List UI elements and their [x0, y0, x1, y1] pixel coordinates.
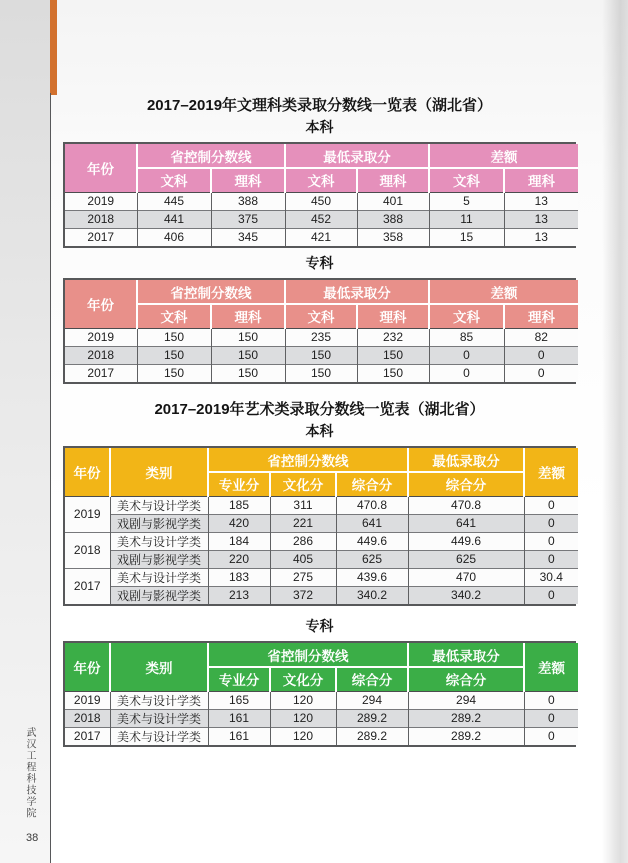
header-wenke: 文科	[429, 168, 504, 192]
score-cell: 161	[208, 709, 270, 727]
header-province-control-line: 省控制分数线	[208, 643, 408, 667]
score-cell: 289.2	[408, 727, 524, 745]
header-wenke: 文科	[137, 304, 211, 328]
score-cell: 150	[357, 346, 429, 364]
header-major-score: 专业分	[208, 667, 270, 691]
table-row	[65, 550, 578, 568]
category-cell: 美术与设计学类	[110, 691, 208, 709]
score-cell: 420	[208, 514, 270, 532]
score-cell: 220	[208, 550, 270, 568]
wenli-zhuanke-label: 专科	[305, 255, 334, 271]
table-header	[65, 280, 578, 328]
table-header	[65, 643, 578, 691]
score-cell: 0	[429, 346, 504, 364]
header-year: 年份	[65, 280, 137, 328]
header-group-row	[65, 448, 578, 472]
header-min-admission: 最低录取分	[408, 643, 524, 667]
year-cell: 2019	[65, 192, 137, 210]
header-min-admission: 最低录取分	[408, 448, 524, 472]
score-cell: 183	[208, 568, 270, 586]
score-cell: 372	[270, 586, 336, 604]
score-cell: 11	[429, 210, 504, 228]
table-art-zhuanke	[63, 641, 576, 747]
score-cell: 388	[357, 210, 429, 228]
header-year: 年份	[65, 144, 137, 192]
category-cell: 戏剧与影视学类	[110, 514, 208, 532]
table-row	[65, 586, 578, 604]
table-wenli-benke	[63, 142, 576, 248]
header-difference: 差额	[524, 643, 578, 691]
score-cell: 120	[270, 691, 336, 709]
score-cell: 375	[211, 210, 285, 228]
score-cell: 5	[429, 192, 504, 210]
score-cell: 294	[408, 691, 524, 709]
score-cell: 0	[524, 514, 578, 532]
header-province-control-line: 省控制分数线	[137, 280, 285, 304]
score-cell: 289.2	[336, 709, 408, 727]
header-wenke: 文科	[285, 168, 357, 192]
header-min-admission: 最低录取分	[285, 280, 429, 304]
score-cell: 452	[285, 210, 357, 228]
year-cell: 2017	[65, 727, 110, 745]
header-sub-row	[65, 304, 578, 328]
score-cell: 0	[429, 364, 504, 382]
header-like: 理科	[504, 168, 578, 192]
score-cell: 470.8	[408, 496, 524, 514]
header-difference: 差额	[429, 280, 578, 304]
year-cell: 2018	[65, 210, 137, 228]
year-cell: 2018	[65, 346, 137, 364]
category-cell: 戏剧与影视学类	[110, 550, 208, 568]
header-wenke: 文科	[285, 304, 357, 328]
header-min-admission: 最低录取分	[285, 144, 429, 168]
year-cell: 2017	[65, 228, 137, 246]
year-cell: 2017	[65, 364, 137, 382]
page-content	[63, 0, 576, 747]
score-cell: 0	[504, 346, 578, 364]
header-group-row	[65, 280, 578, 304]
score-cell: 232	[357, 328, 429, 346]
score-cell: 289.2	[408, 709, 524, 727]
header-group-row	[65, 144, 578, 168]
wenli-benke-label: 本科	[305, 119, 334, 135]
score-cell: 82	[504, 328, 578, 346]
score-cell: 213	[208, 586, 270, 604]
score-cell: 120	[270, 727, 336, 745]
score-cell: 275	[270, 568, 336, 586]
page-edge-shade	[602, 0, 628, 863]
table-row	[65, 210, 578, 228]
table-row	[65, 691, 578, 709]
score-cell: 439.6	[336, 568, 408, 586]
category-cell: 美术与设计学类	[110, 568, 208, 586]
header-difference: 差额	[429, 144, 578, 168]
score-cell: 150	[211, 328, 285, 346]
score-cell: 0	[524, 727, 578, 745]
score-cell: 625	[336, 550, 408, 568]
year-cell: 2017	[65, 568, 110, 604]
score-cell: 0	[504, 364, 578, 382]
header-province-control-line: 省控制分数线	[208, 448, 408, 472]
header-wenke: 文科	[137, 168, 211, 192]
score-cell: 221	[270, 514, 336, 532]
score-cell: 150	[285, 346, 357, 364]
score-cell: 0	[524, 709, 578, 727]
school-name-vertical: 武汉工程科技学院	[24, 727, 35, 819]
header-category: 类别	[110, 448, 208, 496]
table-row	[65, 346, 578, 364]
table-row	[65, 568, 578, 586]
score-cell: 358	[357, 228, 429, 246]
header-sub-row	[65, 168, 578, 192]
category-cell: 美术与设计学类	[110, 496, 208, 514]
score-cell: 184	[208, 532, 270, 550]
header-group-row	[65, 643, 578, 667]
header-like: 理科	[357, 304, 429, 328]
year-cell: 2018	[65, 709, 110, 727]
table-row	[65, 364, 578, 382]
header-wenke: 文科	[429, 304, 504, 328]
score-cell: 401	[357, 192, 429, 210]
table-row	[65, 192, 578, 210]
table-row	[65, 709, 578, 727]
score-cell: 0	[524, 532, 578, 550]
table-row	[65, 496, 578, 514]
header-year: 年份	[65, 448, 110, 496]
art-benke-label: 本科	[305, 423, 334, 439]
score-cell: 405	[270, 550, 336, 568]
score-cell: 150	[211, 346, 285, 364]
score-cell: 441	[137, 210, 211, 228]
header-province-control-line: 省控制分数线	[137, 144, 285, 168]
header-culture-score: 文化分	[270, 472, 336, 496]
score-cell: 311	[270, 496, 336, 514]
score-cell: 165	[208, 691, 270, 709]
score-cell: 150	[357, 364, 429, 382]
score-cell: 13	[504, 210, 578, 228]
score-cell: 150	[137, 346, 211, 364]
score-cell: 470.8	[336, 496, 408, 514]
score-cell: 406	[137, 228, 211, 246]
table-row	[65, 228, 578, 246]
score-cell: 150	[211, 364, 285, 382]
score-cell: 0	[524, 691, 578, 709]
score-cell: 286	[270, 532, 336, 550]
table-row	[65, 328, 578, 346]
header-difference: 差额	[524, 448, 578, 496]
score-cell: 15	[429, 228, 504, 246]
score-cell: 449.6	[336, 532, 408, 550]
score-cell: 150	[285, 364, 357, 382]
header-like: 理科	[211, 168, 285, 192]
table-row	[65, 514, 578, 532]
sidebar-vertical-rule	[50, 93, 51, 863]
score-cell: 0	[524, 496, 578, 514]
score-cell: 120	[270, 709, 336, 727]
score-cell: 449.6	[408, 532, 524, 550]
art-zhuanke-label: 专科	[305, 618, 334, 634]
table-header	[65, 448, 578, 496]
score-cell: 641	[408, 514, 524, 532]
score-cell: 0	[524, 586, 578, 604]
score-cell: 625	[408, 550, 524, 568]
score-cell: 294	[336, 691, 408, 709]
year-cell: 2019	[65, 496, 110, 532]
score-cell: 150	[137, 328, 211, 346]
score-cell: 388	[211, 192, 285, 210]
header-like: 理科	[357, 168, 429, 192]
category-cell: 美术与设计学类	[110, 727, 208, 745]
section-wenli-title: 2017–2019年文理科类录取分数线一览表（湖北省）	[146, 97, 493, 114]
score-cell: 235	[285, 328, 357, 346]
score-cell: 345	[211, 228, 285, 246]
table-row	[65, 532, 578, 550]
year-cell: 2019	[65, 328, 137, 346]
score-cell: 0	[524, 550, 578, 568]
score-cell: 450	[285, 192, 357, 210]
header-composite-score: 综合分	[336, 667, 408, 691]
category-cell: 戏剧与影视学类	[110, 586, 208, 604]
table-row	[65, 727, 578, 745]
year-cell: 2018	[65, 532, 110, 568]
score-cell: 421	[285, 228, 357, 246]
score-cell: 340.2	[408, 586, 524, 604]
score-cell: 340.2	[336, 586, 408, 604]
score-cell: 470	[408, 568, 524, 586]
section-art-title: 2017–2019年艺术类录取分数线一览表（湖北省）	[154, 401, 485, 418]
header-composite-score: 综合分	[336, 472, 408, 496]
score-cell: 85	[429, 328, 504, 346]
header-like: 理科	[504, 304, 578, 328]
score-cell: 161	[208, 727, 270, 745]
accent-bar	[50, 0, 57, 95]
page-number: 38	[26, 832, 39, 844]
category-cell: 美术与设计学类	[110, 532, 208, 550]
score-cell: 150	[137, 364, 211, 382]
table-wenli-zhuanke	[63, 278, 576, 384]
score-cell: 641	[336, 514, 408, 532]
header-min-composite-score: 综合分	[408, 472, 524, 496]
header-major-score: 专业分	[208, 472, 270, 496]
table-header	[65, 144, 578, 192]
header-category: 类别	[110, 643, 208, 691]
score-cell: 289.2	[336, 727, 408, 745]
score-cell: 13	[504, 192, 578, 210]
header-year: 年份	[65, 643, 110, 691]
score-cell: 185	[208, 496, 270, 514]
score-cell: 445	[137, 192, 211, 210]
category-cell: 美术与设计学类	[110, 709, 208, 727]
score-cell: 13	[504, 228, 578, 246]
year-cell: 2019	[65, 691, 110, 709]
header-min-composite-score: 综合分	[408, 667, 524, 691]
header-culture-score: 文化分	[270, 667, 336, 691]
table-art-benke	[63, 446, 576, 606]
header-like: 理科	[211, 304, 285, 328]
score-cell: 30.4	[524, 568, 578, 586]
